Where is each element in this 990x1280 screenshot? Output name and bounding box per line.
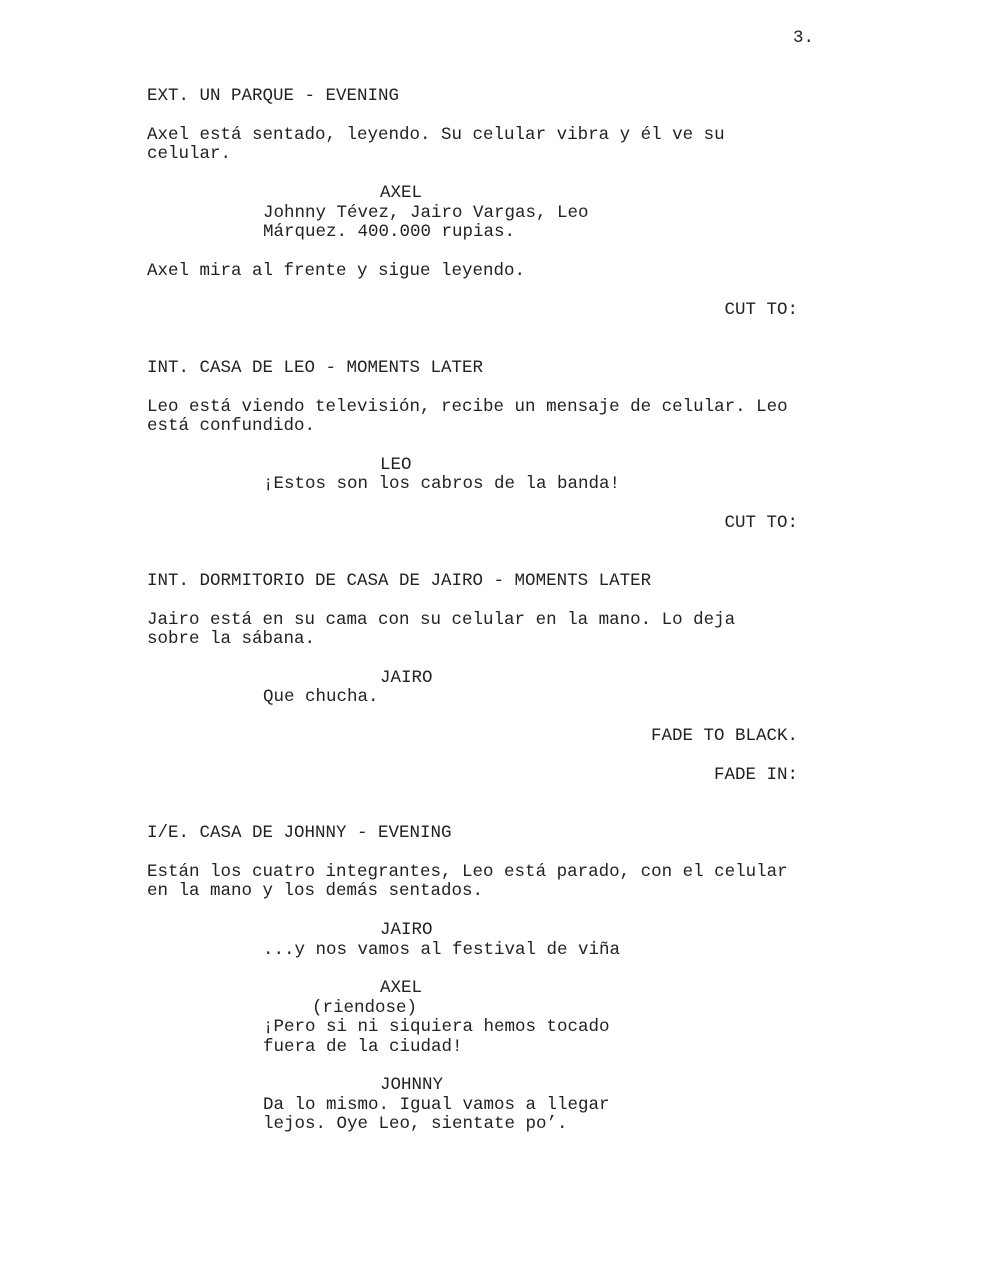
dialogue-line: Márquez. 400.000 rupias.: [263, 222, 516, 242]
action-line: Jairo está en su cama con su celular en la mano. Lo deja: [147, 610, 736, 630]
character-name: JAIRO: [380, 668, 433, 688]
action-line: Están los cuatro integrantes, Leo está parado, con el celular: [147, 862, 788, 882]
character-name: AXEL: [380, 978, 423, 998]
page-number: 3.: [792, 28, 814, 48]
transition: FADE IN:: [713, 765, 798, 785]
dialogue-line: Da lo mismo. Igual vamos a llegar: [263, 1095, 610, 1115]
transition: CUT TO:: [724, 300, 798, 320]
action-line: en la mano y los demás sentados.: [147, 881, 484, 901]
action-line: Leo está viendo televisión, recibe un mensaje de celular. Leo: [147, 397, 788, 417]
action-line: Axel mira al frente y sigue leyendo.: [147, 261, 526, 281]
character-name: JOHNNY: [380, 1075, 444, 1095]
scene-heading: EXT. UN PARQUE - EVENING: [147, 86, 400, 106]
dialogue-line: Johnny Tévez, Jairo Vargas, Leo: [263, 203, 589, 223]
action-line: Axel está sentado, leyendo. Su celular vibra y él ve su: [147, 125, 725, 145]
action-line: sobre la sábana.: [147, 629, 316, 649]
character-name: AXEL: [380, 183, 423, 203]
dialogue-line: ...y nos vamos al festival de viña: [263, 940, 621, 960]
character-name: JAIRO: [380, 920, 433, 940]
scene-heading: I/E. CASA DE JOHNNY - EVENING: [147, 823, 452, 843]
dialogue-line: Que chucha.: [263, 687, 379, 707]
dialogue-line: lejos. Oye Leo, sientate po’.: [263, 1114, 568, 1134]
dialogue-line: fuera de la ciudad!: [263, 1037, 463, 1057]
action-line: está confundido.: [147, 416, 316, 436]
transition: FADE TO BLACK.: [650, 726, 798, 746]
transition: CUT TO:: [724, 513, 798, 533]
scene-heading: INT. CASA DE LEO - MOMENTS LATER: [147, 358, 484, 378]
action-line: celular.: [147, 144, 232, 164]
scene-heading: INT. DORMITORIO DE CASA DE JAIRO - MOMENTS LATER: [147, 571, 652, 591]
dialogue-line: ¡Pero si ni siquiera hemos tocado: [263, 1017, 610, 1037]
character-name: LEO: [380, 455, 412, 475]
dialogue-line: ¡Estos son los cabros de la banda!: [263, 474, 621, 494]
parenthetical: (riendose): [312, 998, 418, 1018]
